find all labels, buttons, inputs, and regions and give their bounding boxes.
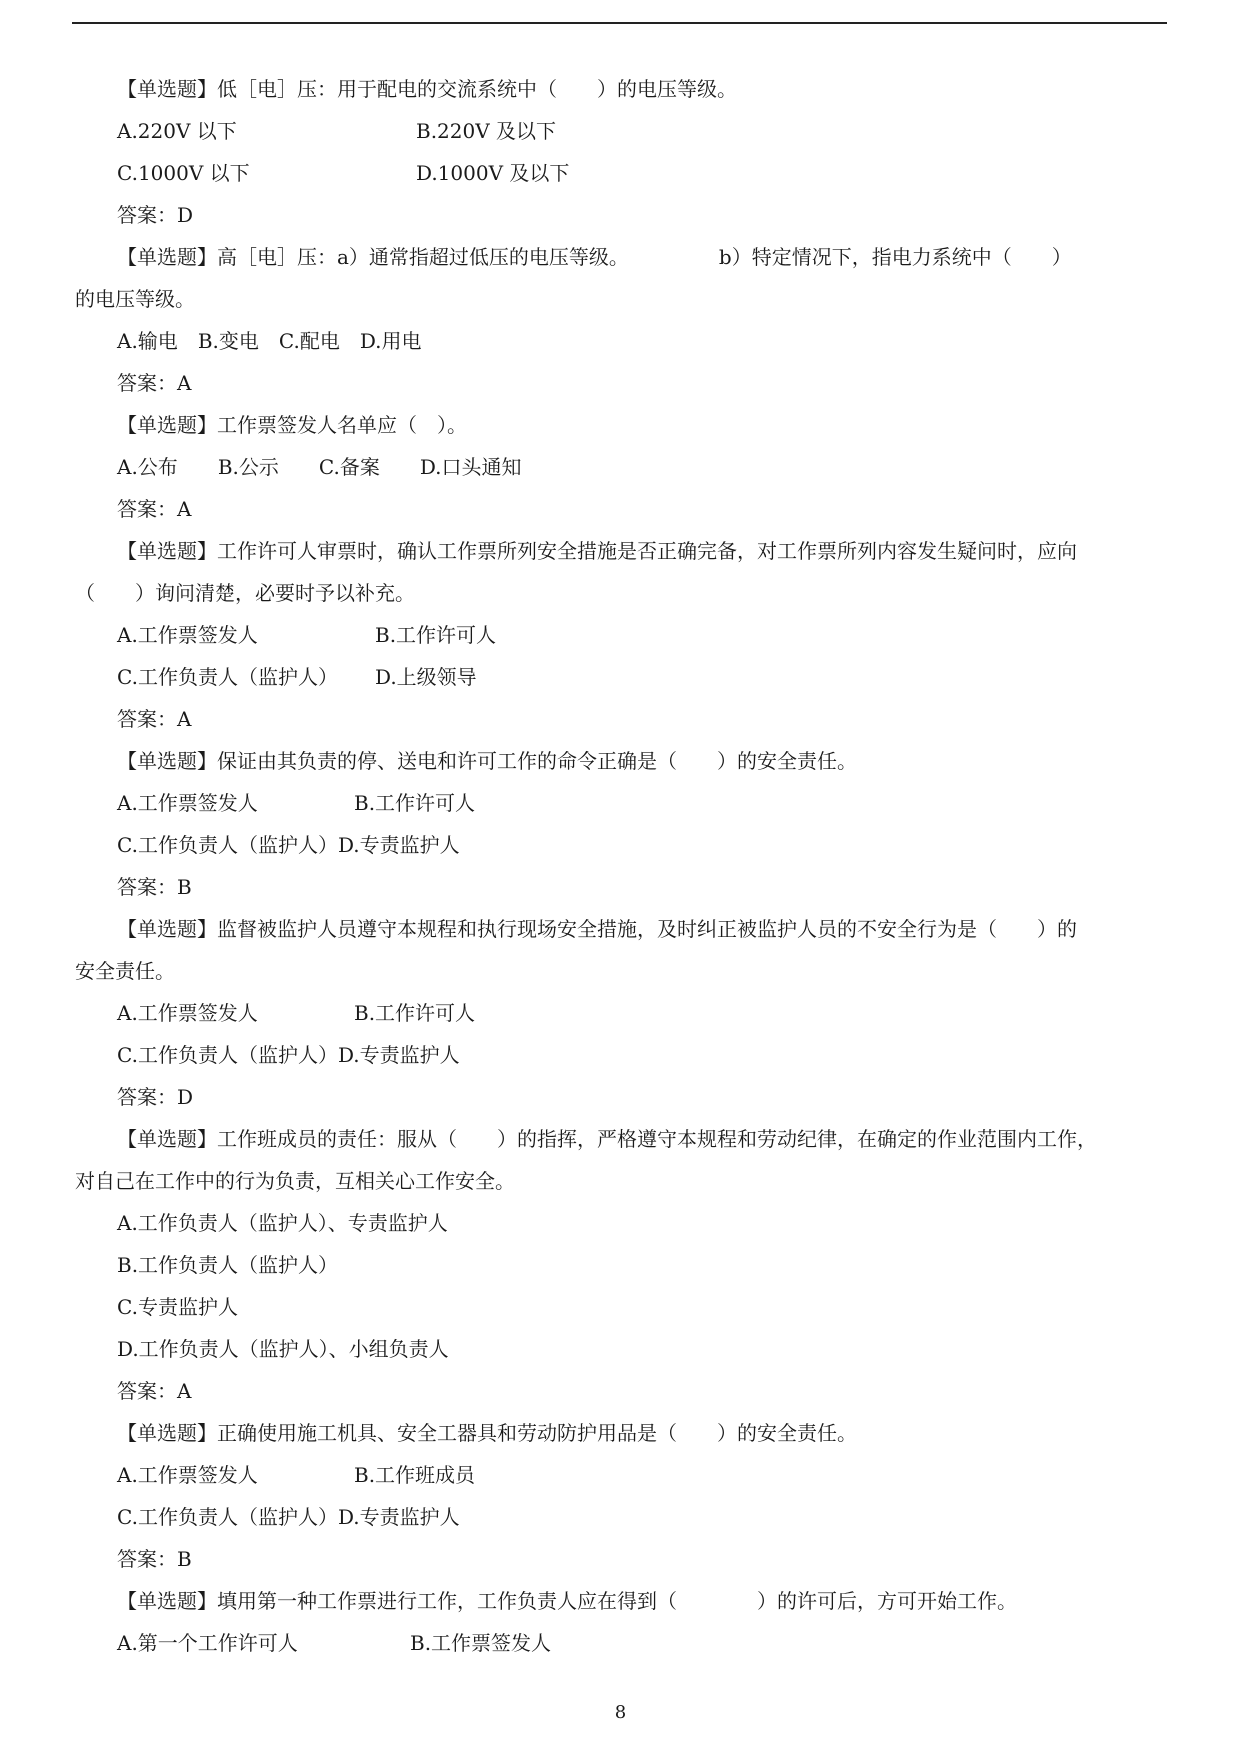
question-text: 低［电］压：用于配电的交流系统中（ ）的电压等级。 xyxy=(217,77,737,101)
question-6-stem xyxy=(117,916,1077,942)
question-1-stem xyxy=(117,76,737,102)
question-tag: 【单选题】 xyxy=(117,1589,217,1613)
question-tag: 【单选题】 xyxy=(117,539,217,563)
question-6-option-a: A.工作票签发人 xyxy=(117,1001,258,1025)
question-1-option-c: C.1000V 以下 xyxy=(117,161,250,185)
question-3-stem xyxy=(117,412,467,438)
option-a: A.公布 xyxy=(117,455,178,479)
question-text: 工作许可人审票时，确认工作票所列安全措施是否正确完备，对工作票所列内容发生疑问时，应向 xyxy=(217,539,1077,563)
question-7-stem-cont: 对自己在工作中的行为负责，互相关心工作安全。 xyxy=(75,1169,515,1193)
question-8-answer: 答案：B xyxy=(117,1547,192,1571)
question-6-stem-cont: 安全责任。 xyxy=(75,959,175,983)
question-5-options-cd xyxy=(117,832,460,858)
question-4-stem xyxy=(117,538,1077,564)
question-2-stem xyxy=(117,244,1072,270)
question-6-option-b: B.工作许可人 xyxy=(354,1001,476,1025)
header-rule xyxy=(72,22,1167,24)
question-4-stem-cont: （ ）询问清楚，必要时予以补充。 xyxy=(75,581,415,605)
question-7-option-d: D.工作负责人（监护人）、小组负责人 xyxy=(117,1337,449,1361)
question-3-answer: 答案：A xyxy=(117,497,192,521)
question-text: 工作票签发人名单应（ ）。 xyxy=(217,413,467,437)
question-4-option-b: B.工作许可人 xyxy=(375,623,497,647)
question-tag: 【单选题】 xyxy=(117,413,217,437)
question-text: 保证由其负责的停、送电和许可工作的命令正确是（ ）的安全责任。 xyxy=(217,749,857,773)
question-5-option-b: B.工作许可人 xyxy=(354,791,476,815)
question-tag: 【单选题】 xyxy=(117,917,217,941)
option-d: D.用电 xyxy=(359,329,422,353)
question-tag: 【单选题】 xyxy=(117,1127,217,1151)
question-tag: 【单选题】 xyxy=(117,1421,217,1445)
question-text: 监督被监护人员遵守本规程和执行现场安全措施，及时纠正被监护人员的不安全行为是（ ）的 xyxy=(217,917,1077,941)
question-1-option-b: B.220V 及以下 xyxy=(416,119,557,143)
question-1-option-d: D.1000V 及以下 xyxy=(416,161,570,185)
question-text: 工作班成员的责任：服从（ ）的指挥，严格遵守本规程和劳动纪律，在确定的作业范围内工作， xyxy=(217,1127,1097,1151)
option-c: C.工作负责人（监护人） xyxy=(117,1505,338,1529)
option-c: C.工作负责人（监护人） xyxy=(117,1043,338,1067)
question-8-stem xyxy=(117,1420,857,1446)
question-6-options-cd xyxy=(117,1042,460,1068)
option-c: C.工作负责人（监护人） xyxy=(117,833,338,857)
question-8-options-cd xyxy=(117,1504,460,1530)
question-4-option-a: A.工作票签发人 xyxy=(117,623,258,647)
option-a: A.输电 xyxy=(117,329,178,353)
question-4-option-c: C.工作负责人（监护人） xyxy=(117,665,338,689)
option-b: B.变电 xyxy=(197,329,259,353)
question-7-stem xyxy=(117,1126,1097,1152)
question-text: 正确使用施工机具、安全工器具和劳动防护用品是（ ）的安全责任。 xyxy=(217,1421,857,1445)
question-9-stem xyxy=(117,1588,1017,1614)
question-5-answer: 答案：B xyxy=(117,875,192,899)
question-tag: 【单选题】 xyxy=(117,245,217,269)
option-d: D.专责监护人 xyxy=(337,1043,460,1067)
question-2-stem-cont: 的电压等级。 xyxy=(75,287,195,311)
question-1-answer: 答案：D xyxy=(117,203,194,227)
question-9-option-a: A.第一个工作许可人 xyxy=(117,1631,298,1655)
question-text: 填用第一种工作票进行工作，工作负责人应在得到（ ）的许可后，方可开始工作。 xyxy=(217,1589,1017,1613)
option-b: B.公示 xyxy=(217,455,279,479)
question-2-options xyxy=(117,328,422,354)
question-7-option-c: C.专责监护人 xyxy=(117,1295,238,1319)
option-d: D.口头通知 xyxy=(419,455,522,479)
question-8-option-a: A.工作票签发人 xyxy=(117,1463,258,1487)
option-d: D.专责监护人 xyxy=(337,833,460,857)
option-d: D.专责监护人 xyxy=(337,1505,460,1529)
question-text: 高［电］压：a）通常指超过低压的电压等级。 b）特定情况下，指电力系统中（ ） xyxy=(217,245,1072,269)
question-tag: 【单选题】 xyxy=(117,749,217,773)
question-9-option-b: B.工作票签发人 xyxy=(410,1631,552,1655)
question-6-answer: 答案：D xyxy=(117,1085,194,1109)
option-c: C.备案 xyxy=(318,455,380,479)
question-5-stem xyxy=(117,748,857,774)
question-tag: 【单选题】 xyxy=(117,77,217,101)
question-1-option-a: A.220V 以下 xyxy=(117,119,237,143)
question-7-option-a: A.工作负责人（监护人）、专责监护人 xyxy=(117,1211,448,1235)
page-number: 8 xyxy=(614,1702,627,1723)
question-7-answer: 答案：A xyxy=(117,1379,192,1403)
question-7-option-b: B.工作负责人（监护人） xyxy=(117,1253,339,1277)
option-c: C.配电 xyxy=(278,329,340,353)
question-8-option-b: B.工作班成员 xyxy=(354,1463,476,1487)
question-4-option-d: D.上级领导 xyxy=(375,665,477,689)
question-3-options xyxy=(117,454,522,480)
question-2-answer: 答案：A xyxy=(117,371,192,395)
question-4-answer: 答案：A xyxy=(117,707,192,731)
question-5-option-a: A.工作票签发人 xyxy=(117,791,258,815)
